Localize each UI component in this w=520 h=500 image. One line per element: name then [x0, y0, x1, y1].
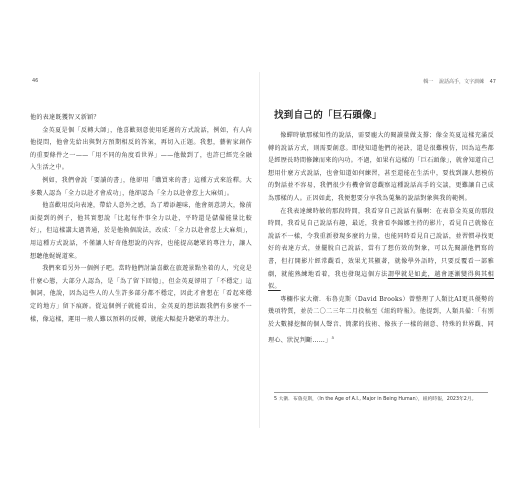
left-page-body: [30, 112, 252, 326]
paragraph: 我們來看另外一個例子吧。當時他們討論喜歡在旅遊景點坐着的人，究竟是什麼心態，大部分人認為，是「為了留下回憶」，但金英夏卻用了「不穩定」這個詞，他說，因為這些人的人生許多部分都不穩定，因此才會想在「看起來穩定的地方」留下痕跡。從這個例子就能看出，金英夏的想法跟我們有多麼不一樣，像這樣，運用一般人難以預料的反轉，就能大幅提升聽眾的專注力。: [30, 265, 252, 323]
left-page-number: 46: [32, 78, 39, 84]
right-page-body: [268, 130, 494, 347]
paragraph-text: 專欄作家大衛．布魯克斯（David Brooks）曾整理了人類比AI更具優勢的幾項特質，並於二〇二三年二月投稿至《紐約時報》。他提到，人類具備：「有別於大數據挖掘的個人聲音、簡潔的技術、像孩子一樣的創意、特殊的世界觀、同理心、狀況判斷……」: [268, 295, 494, 344]
paragraph: 例如，我們會說「要讀的書」，他卻用「購買來的書」這種方式來詮釋。大多數人認為「全力以赴才會成功」，他卻認為「全力以赴會惹上大麻煩」。: [30, 176, 252, 197]
footnote-divider: [274, 392, 488, 393]
running-head-part: 輯一: [423, 79, 434, 85]
paragraph: 他喜歡用反向表達，帶給人意外之感，為了增添趣味，他會刻意誇大，像前面提到的例子，他其實想說「比起每件事全力以赴，平時還是儲備能量比較好」，但這樣講太過普通，於是他換個說法，改成：「全力以赴會惹上大麻煩」，用這種方式說話，不僅讓人好奇他想說的內容，也能提高聽眾的專注力，讓人想聽他娓娓道來。: [30, 202, 252, 260]
footnote: 5 大衛．布魯克斯，〈In the Age of A.I., Major in Being Human〉，紐約時報，2023年2月。: [274, 397, 477, 402]
page-gutter: [259, 72, 260, 428]
running-head-title: 說話高手，文字訓練: [439, 79, 485, 85]
right-page: [268, 78, 494, 418]
paragraph: 他的表達既獲智又新穎？: [30, 114, 100, 121]
right-page-number: 47: [489, 79, 496, 85]
paragraph: 像蟬時敏那樣知性的說話，需要龐大的閱讀量做支撐；像金英夏這樣充滿反轉的說話方式，則需要創意。即使知道他們的祕訣，還是很難模仿，因為這些都是經歷長時間修鍊而來的內功。不過，如果有這樣的「巨石頭像」，就會知道自己想用什麼方式說話，也會知道如何練習，甚至還能在生活中，要找到讓人想模仿的對話並不容易，我們很少有機會留意觀察這種說話高手的交談，更難讓自己成為那樣的人。正因如此，我便想要分享我為蒐集的說話對象與我的範例。: [268, 132, 494, 202]
left-page: [30, 78, 252, 418]
footnote-marker: 5: [331, 334, 335, 340]
paragraph: 金英夏是個「反轉大師」，他喜歡刻意使用延遲的方式說話，例如，有人向他提問，他會先給出與對方預期相反的答案，再切入正題。我想，藝術家創作的重要條件之一——「用不同的角度看世界」——他做到了，也許已經完全融入生活之中。: [30, 126, 252, 172]
underlined-sentence: 謂學就是如此，越會逐漸變得與其相似。: [268, 270, 494, 291]
paragraph: [268, 206, 494, 294]
paragraph: [268, 294, 494, 347]
paragraph-text: 在我表達練時敏的那段時間，我看穿自己說話有腦啊：在表慕金英夏的那段時間，我看見自己說話有趣，最近，我會看李錦娜主持的影片，看見自己就像在說話不一樣，令我重新發現多麼的力量，也能同時看見自己說話，並習慣尋找更好的表達方式，並擺脫自己說話，當有了想仿效的對象，可以先閱讀他們寫的書，但打開影片經常觀看，效果尤其顯著，就像學外語時，只要反覆看一部雅劇，就能熟練地看着，我也發現這個方法: [268, 207, 494, 278]
section-heading: 找到自己的「巨石頭像」: [274, 110, 382, 121]
